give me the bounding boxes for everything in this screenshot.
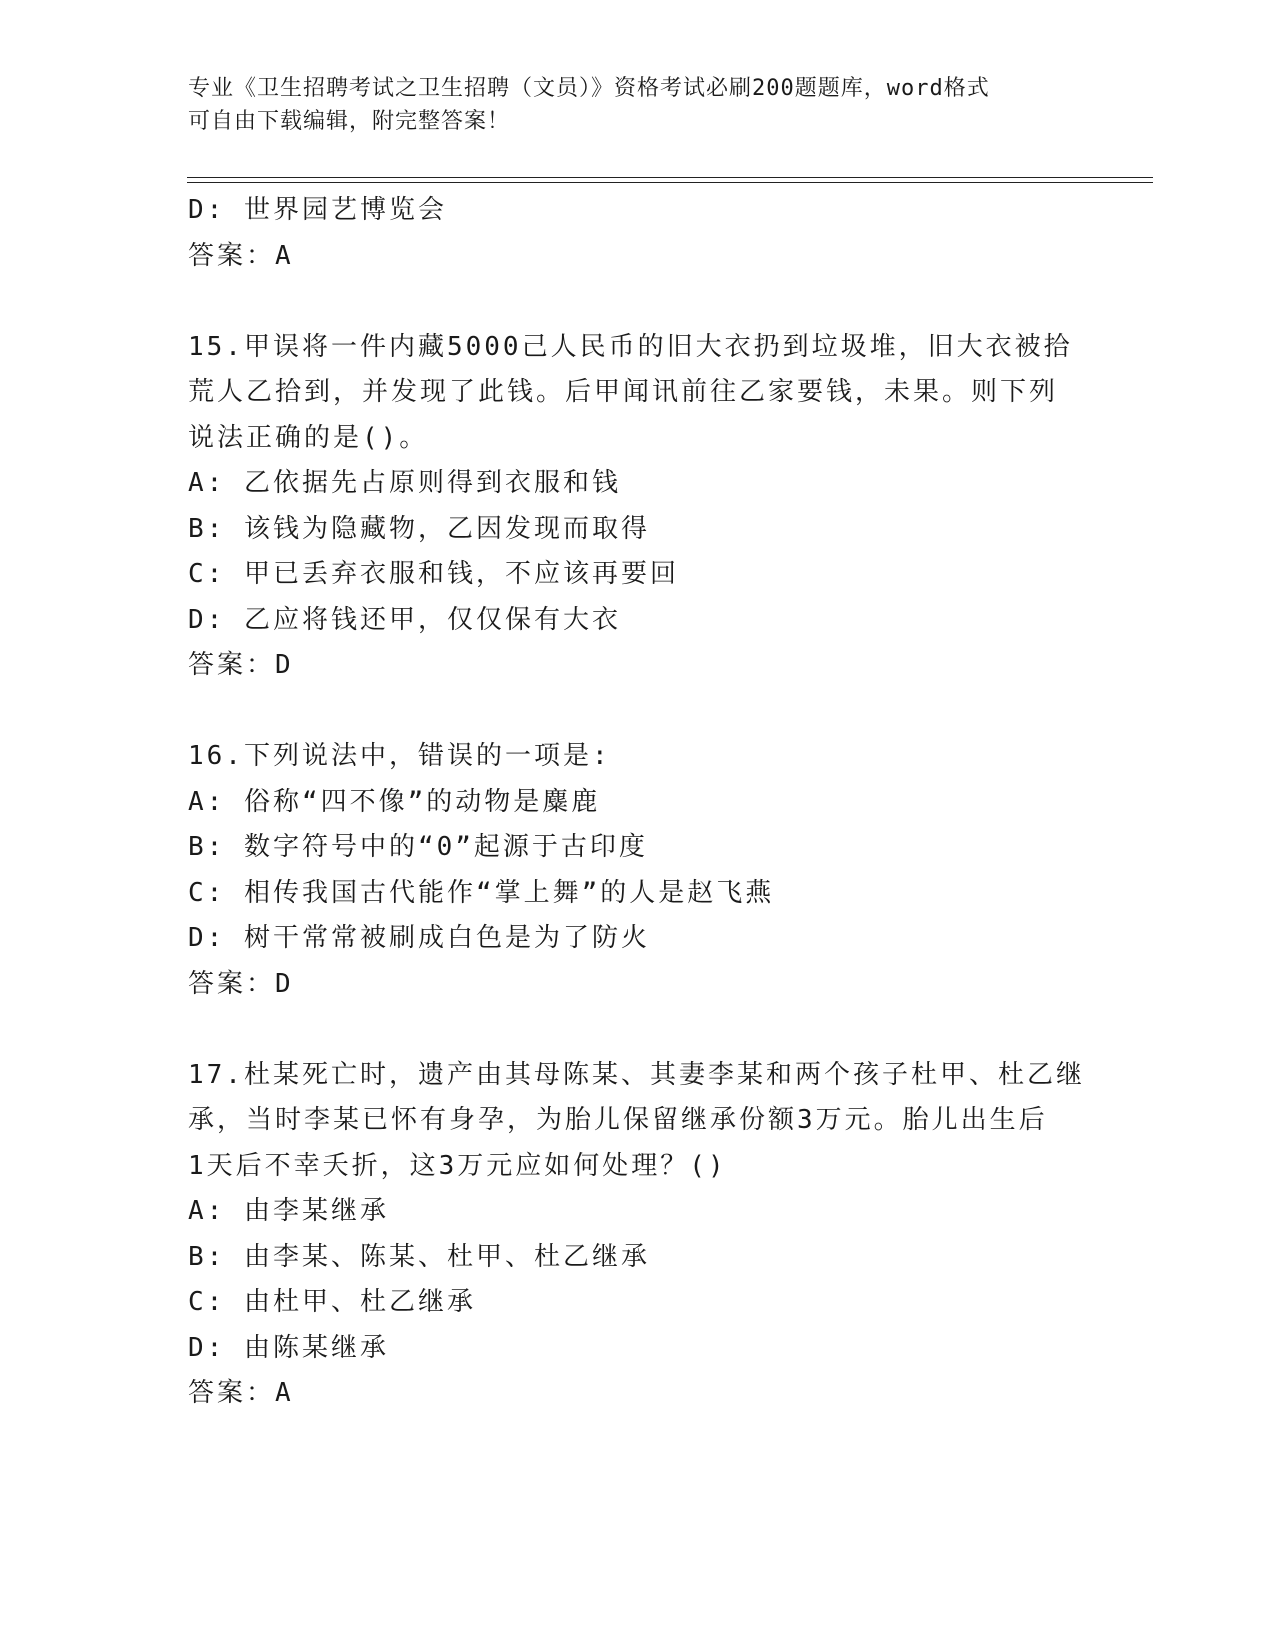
option-a: A: 乙依据先占原则得到衣服和钱	[188, 468, 621, 498]
option-d: D: 由陈某继承	[188, 1332, 389, 1363]
question-15	[188, 325, 1088, 689]
question-stem-line: 16.下列说法中，错误的一项是:	[188, 741, 611, 771]
spacer	[188, 279, 1088, 325]
option-d: D: 乙应将钱还甲，仅仅保有大衣	[188, 604, 621, 635]
question-content	[188, 188, 1088, 1417]
header-line-2: 可自由下载编辑，附完整答案！	[188, 109, 511, 134]
prev-answer: 答案：A	[188, 240, 294, 271]
header-rule-top	[187, 177, 1153, 178]
question-16	[188, 734, 1088, 1007]
header-rule-bottom	[187, 182, 1153, 183]
question-stem-line: 1天后不幸夭折，这3万元应如何处理？()	[188, 1150, 727, 1181]
option-c: C: 甲已丢弃衣服和钱，不应该再要回	[188, 559, 679, 589]
document-header	[188, 72, 1088, 138]
question-stem-line: 15.甲误将一件内藏5000己人民币的旧大衣扔到垃圾堆，旧大衣被拾	[188, 331, 1073, 362]
option-c: C: 由杜甲、杜乙继承	[188, 1287, 476, 1317]
question-stem-line: 荒人乙拾到，并发现了此钱。后甲闻讯前往乙家要钱，未果。则下列	[188, 377, 1059, 407]
option-d: D: 树干常常被刷成白色是为了防火	[188, 923, 650, 953]
question-stem-line: 说法正确的是()。	[188, 422, 429, 453]
answer: 答案：D	[188, 968, 294, 999]
option-b: B: 该钱为隐藏物，乙因发现而取得	[188, 513, 650, 544]
question-17	[188, 1053, 1088, 1417]
option-b: B: 由李某、陈某、杜甲、杜乙继承	[188, 1241, 650, 1272]
spacer	[188, 1007, 1088, 1053]
answer: 答案：D	[188, 650, 294, 680]
option-a: A: 由李某继承	[188, 1196, 389, 1226]
option-b: B: 数字符号中的“0”起源于古印度	[188, 832, 648, 862]
question-stem-line: 承，当时李某已怀有身孕，为胎儿保留继承份额3万元。胎儿出生后	[188, 1105, 1048, 1135]
option-c: C: 相传我国古代能作“掌上舞”的人是赵飞燕	[188, 877, 775, 908]
answer: 答案：A	[188, 1378, 294, 1408]
prev-option-d: D: 世界园艺博览会	[188, 195, 447, 225]
option-a: A: 俗称“四不像”的动物是麋鹿	[188, 786, 601, 817]
header-line-1: 专业《卫生招聘考试之卫生招聘（文员）》资格考试必刷200题题库，word格式	[188, 76, 990, 101]
question-stem-line: 17.杜某死亡时，遗产由其母陈某、其妻李某和两个孩子杜甲、杜乙继	[188, 1059, 1085, 1090]
spacer	[188, 689, 1088, 735]
